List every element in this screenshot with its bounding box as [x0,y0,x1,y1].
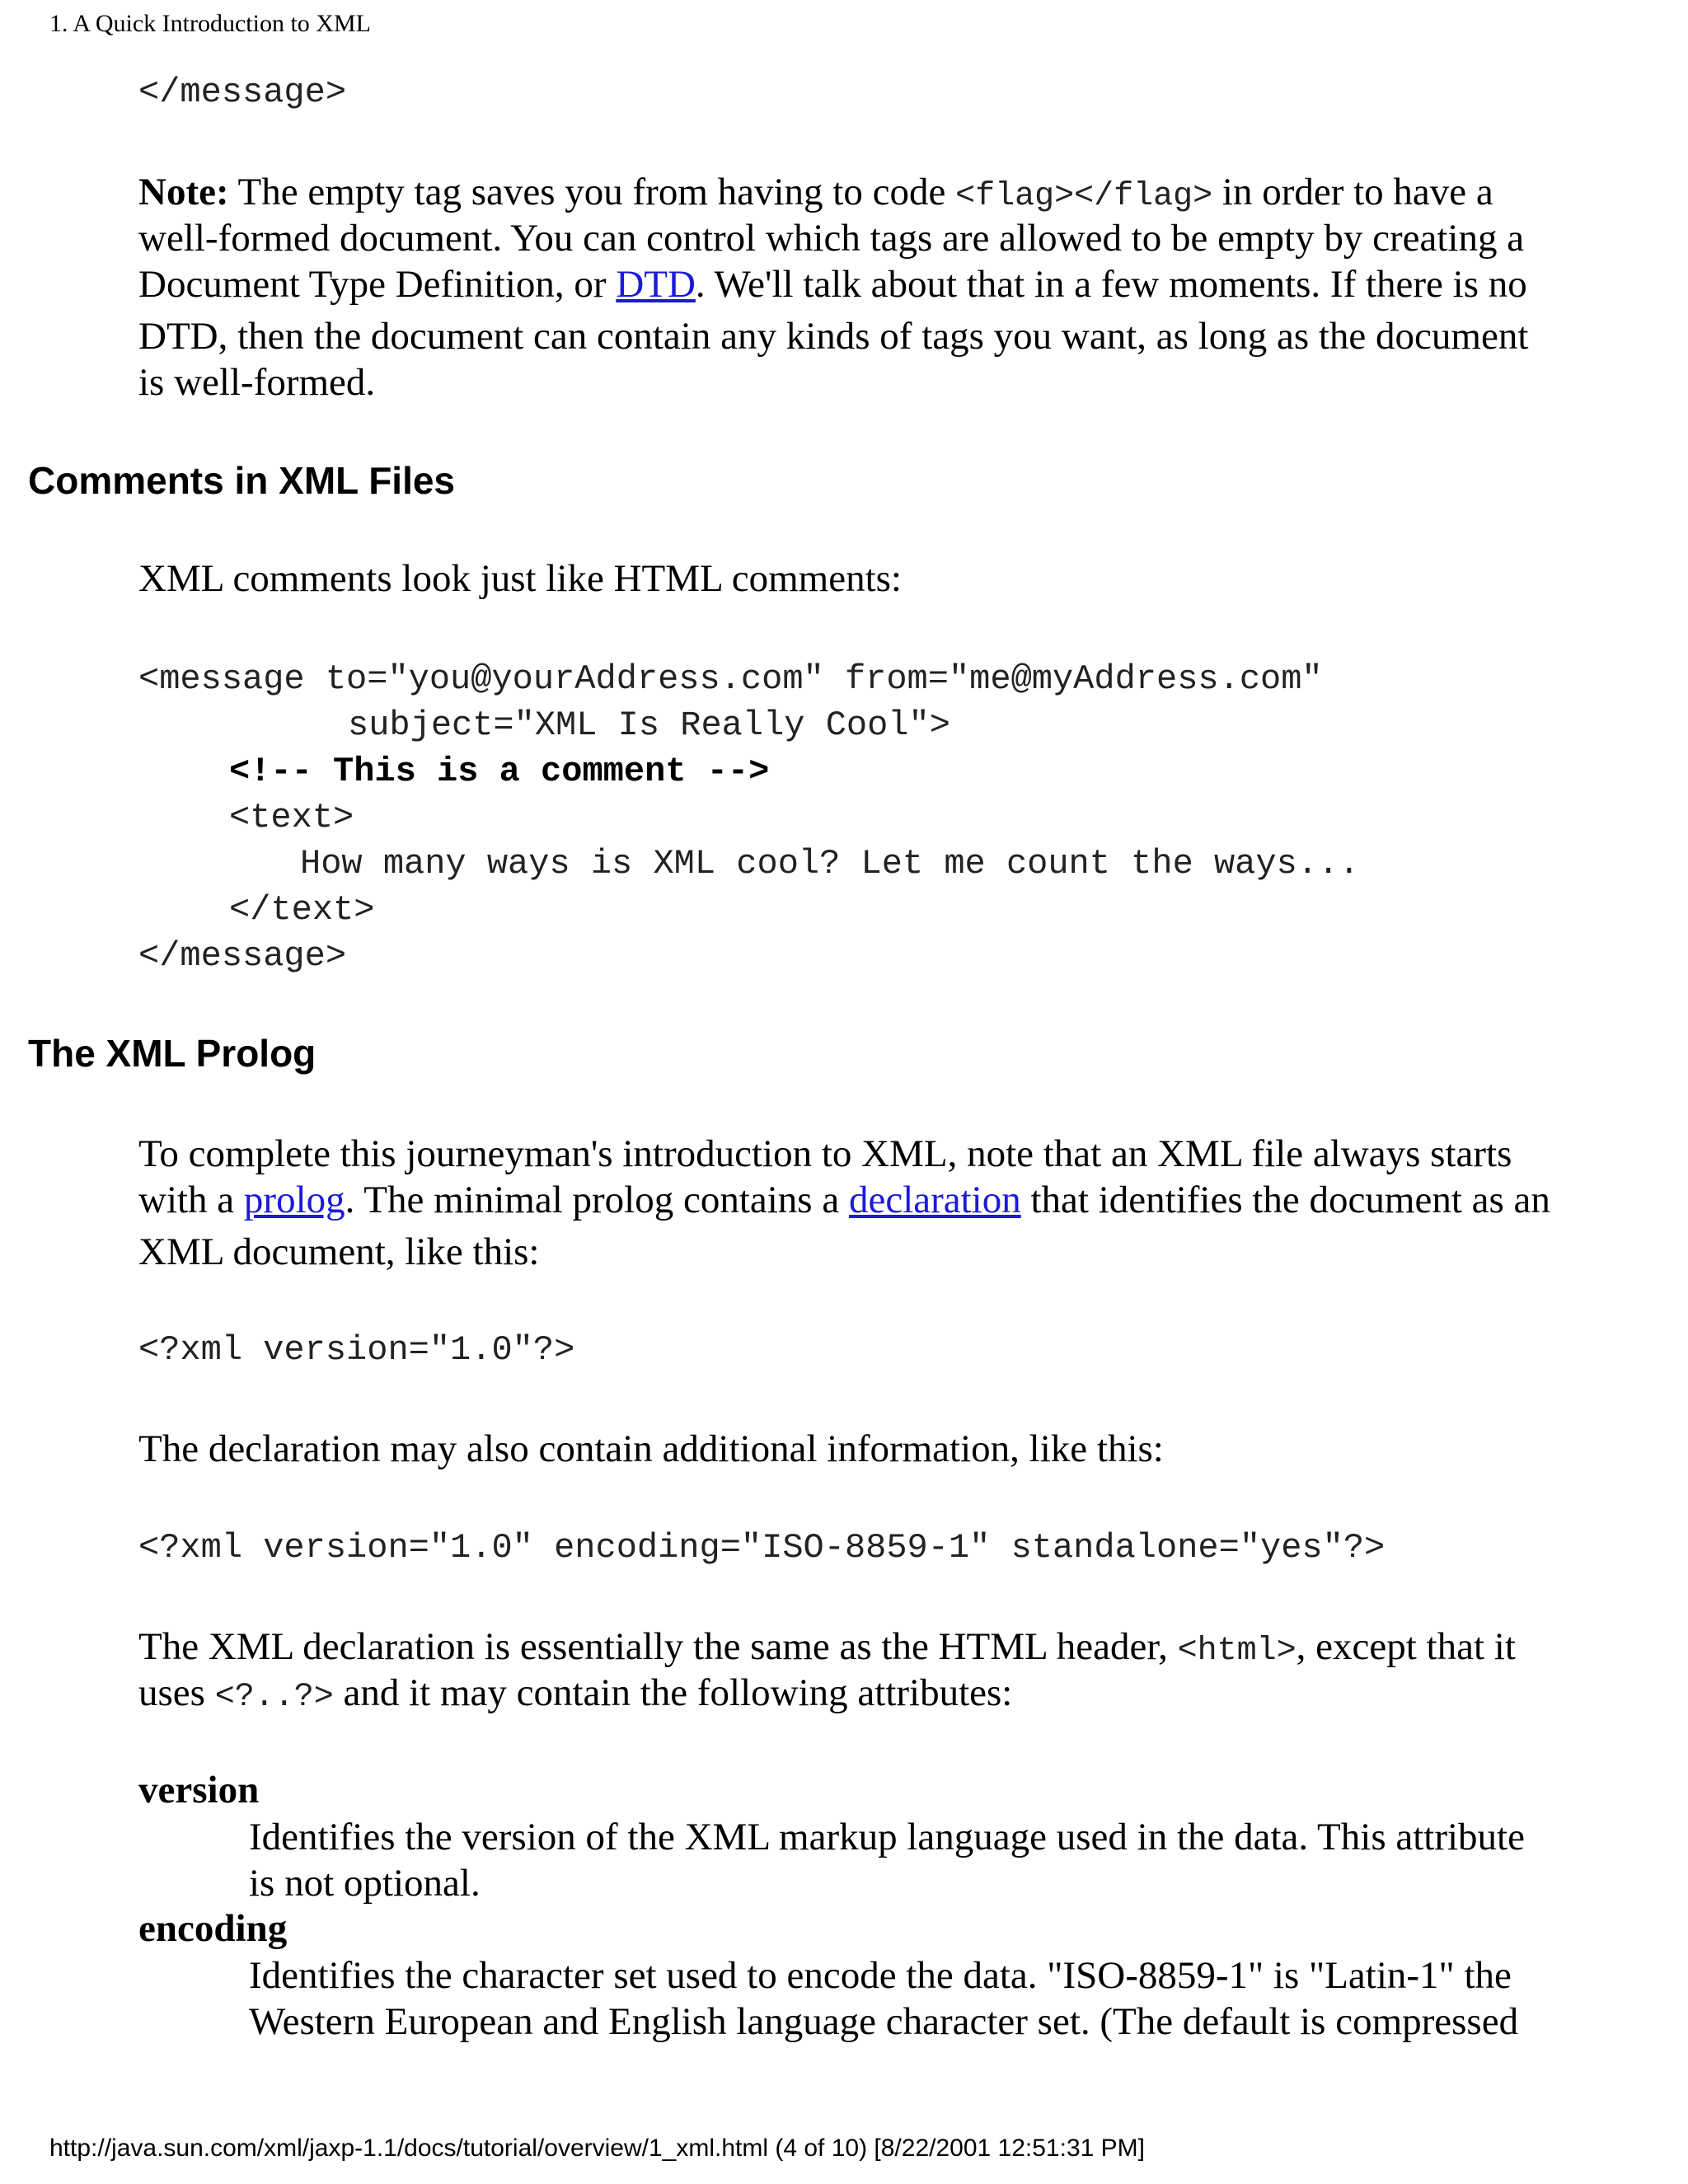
prolog-line-1: To complete this journeyman's introduction to XML, note that an XML file always starts [138,1132,1512,1175]
note-line-5: is well-formed. [138,361,376,404]
prolog-link[interactable]: prolog [243,1179,345,1221]
comments-intro: XML comments look just like HTML comments: [138,557,902,600]
decl-line-2-post: and it may contain the following attributes: [333,1671,1013,1714]
note-text-1: The empty tag saves you from having to code [228,171,956,213]
prolog-line-2-pre: with a [138,1179,244,1221]
code-line-subject: subject="XML Is Really Cool"> [348,705,950,745]
code-line-message-open: <message to="you@yourAddress.com" from="me@myAddress.com" [138,659,1323,699]
def-encoding-line-1: Identifies the character set used to encode the data. "ISO-8859-1" is "Latin-1" the [249,1954,1512,1997]
prolog-line-2 [138,1177,1550,1223]
code-line-comment: <!-- This is a comment --> [229,752,770,791]
code-decl-minimal: <?xml version="1.0"?> [138,1330,575,1370]
dtd-link[interactable]: DTD [616,263,696,306]
prolog-line-2-post: that identifies the document as an [1020,1179,1550,1221]
inline-code-pi: <?..?> [214,1679,334,1716]
heading-prolog: The XML Prolog [28,1032,316,1075]
decl-additional: The declaration may also contain additional information, like this: [138,1427,1164,1470]
running-head: 1. A Quick Introduction to XML [49,10,371,37]
note-line-1 [138,169,1493,220]
note-line-2: well-formed document. You can control which tags are allowed to be empty by creating a [138,217,1525,260]
declaration-link[interactable]: declaration [848,1179,1021,1221]
note-line-3 [138,261,1527,307]
decl-line-1-post: , except that it [1296,1625,1516,1668]
decl-line-2-pre: uses [138,1671,215,1714]
decl-line-1 [138,1624,1516,1675]
code-line-message-close: </message> [138,936,347,976]
code-close-message: </message> [138,73,347,112]
heading-comments: Comments in XML Files [28,459,456,502]
def-version-line-1: Identifies the version of the XML markup language used in the data. This attribute [249,1816,1525,1858]
page-footer-url: http://java.sun.com/xml/jaxp-1.1/docs/tutorial/overview/1_xml.html (4 of 10) [8/22/2001 12:51:31 PM] [49,2135,1145,2162]
term-version: version [138,1769,260,1811]
note-line-3-pre: Document Type Definition, or [138,263,617,306]
code-line-text-close: </text> [229,890,375,930]
prolog-line-3: XML document, like this: [138,1230,540,1273]
note-label: Note: [138,171,229,213]
note-line-3-post: . We'll talk about that in a few moments. If there is no [695,263,1527,306]
decl-line-1-pre: The XML declaration is essentially the same as the HTML header, [138,1625,1178,1668]
term-encoding: encoding [138,1907,288,1950]
note-text-2: in order to have a [1212,171,1493,213]
code-line-text-open: <text> [229,798,354,837]
code-decl-full: <?xml version="1.0" encoding="ISO-8859-1" standalone="yes"?> [138,1528,1386,1568]
code-line-text-content: How many ways is XML cool? Let me count the ways... [300,844,1360,883]
note-line-4: DTD, then the document can contain any kinds of tags you want, as long as the document [138,315,1529,358]
def-version-line-2: is not optional. [249,1862,481,1905]
decl-line-2 [138,1670,1012,1721]
prolog-line-2-mid: . The minimal prolog contains a [345,1179,849,1221]
def-encoding-line-2: Western European and English language character set. (The default is compressed [249,2000,1519,2043]
inline-code-html: <html> [1177,1633,1296,1670]
inline-code-flag: <flag></flag> [955,178,1213,215]
